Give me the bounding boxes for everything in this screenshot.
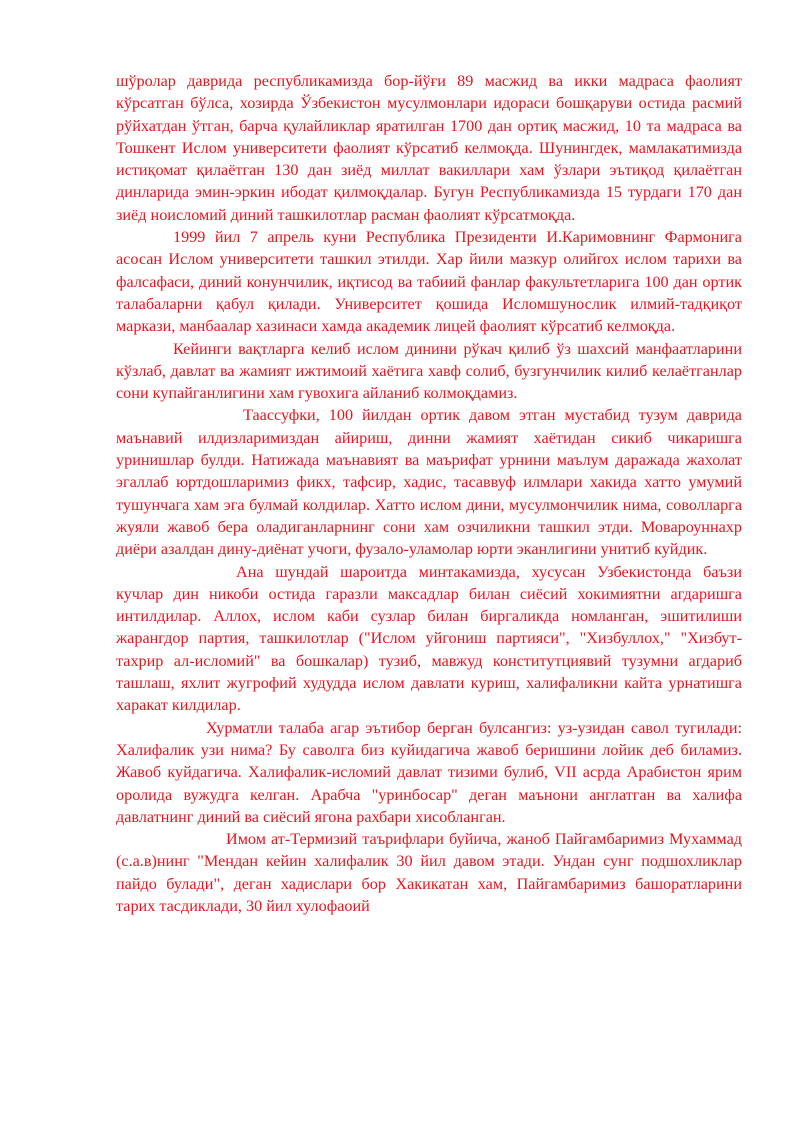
paragraph-situation: Ана шундай шароитда минтакамизда, хусусан Узбекистонда баъзи кучлар дин никоби остида гаразли максадлар билан сиёсий хокимиятни агдаришга интилдилар. Аллох, ислом каби сузлар билан биргаликда номланган, эшитилиши жарангдор партия, ташкилотлар ("Ислом уйгониш партияси", "Хизбуллох," "Хизбут-тахрир ал-исломий" ва бошкалар) тузиб, мавжуд конститутциявий тузумни агдариб ташлаш, яхлит жугрофий худудда ислом давлати куриш, халифаликни кайта урнатишга харакат килдилар. — [116, 562, 742, 715]
paragraph-intro: шўролар даврида республикамизда бор-йўғи 89 масжид ва икки мадраса фаолият кўрсатган бўлса, хозирда Ўзбекистон мусулмонлари идораси бошқаруви остида расмий рўйхатдан ўтган, барча қулайликлар яратилган 1700 дан ортиқ масжид, 10 та мадраса ва Тошкент Ислом университети фаолият кўрсатиб келмоқда. Шунингдек, мамлакатимизда истиқомат қилаётган 130 дан зиёд миллат вакиллари хам ўзлари эътиқод қилаётган динларида эмин-эркин ибодат қилмоқдалар. Бугун Республикамизда 15 турдаги 170 дан зиёд ноисломий диний ташкилотлар расман фаолият кўрсатмоқда. — [116, 72, 742, 224]
paragraph-recent-times: Кейинги вақтларга келиб ислом динини рўкач қилиб ўз шахсий манфаатларини кўзлаб, давлат ва жамият ижтимоий хаётига хавф солиб, бузгунчилик килиб келаётганлар сони купайганлигини хам гувохига айланиб колмоқдамиз. — [116, 339, 742, 403]
paragraph-caliphate-question: Хурматли талаба агар эътибор берган булсангиз: уз-узидан савол тугилади: Халифалик узи нима? Бу саволга биз куйидагича жавоб беришини лойик деб биламиз. Жавоб куйдагича. Халифалик-исломий давлат тизими булиб, VII асрда Арабистон ярим оролида вужудга келган. Арабча "уринбосар" деган маънони англатган ва халифа давлатнинг диний ва сиёсий ягона рахбари хисобланган. — [116, 718, 742, 826]
paragraph-imam-termizi: Имом ат-Термизий таърифлари буйича, жаноб Пайгамбаримиз Мухаммад (с.а.в)нинг "Мендан кейин халифалик 30 йил давом этади. Ундан сунг подшохликлар пайдо булади", деган хадислари бор Хакикатан хам, Пайгамбаримиз башоратларини тарих тасдиклади, 30 йил хулофаоий — [116, 830, 742, 915]
paragraph-regret: Таассуфки, 100 йилдан ортик давом этган мустабид тузум даврида маънавий илдизларимиздан айириш, динни жамият хаётидан сикиб чикаришга уринишлар булди. Натижада маънавият ва маърифат урнини маълум даражада жахолат эгаллаб юртдошларимиз фикх, тафсир, хадис, тасаввуф илмлари хакида хатто умумий тушунчага хам эга булмай колдилар. Хатто ислом дини, мусулмончилик нима, соволларга жуяли жавоб бера оладиганларнинг сони хам озчиликни ташкил этди. Мовароуннахр диёри азалдан дину-диёнат учоги, фузало-уламолар юрти эканлигини унитиб куйдик. — [116, 406, 742, 559]
paragraph-university: 1999 йил 7 апрель куни Республика Президенти И.Каримовнинг Фармонига асосан Ислом университети ташкил этилди. Хар йили мазкур олийгох ислом тарихи ва фалсафаси, диний конунчилик, иқтисод ва табиий фанлар факультетларига 100 дан ортик талабаларни қабул қилади. Университет қошида Исломшунослик илмий-тадқиқот маркази, манбаалар хазинаси хамда академик лицей фаолият кўрсатиб келмоқда. — [116, 228, 742, 336]
document-page — [116, 70, 742, 917]
